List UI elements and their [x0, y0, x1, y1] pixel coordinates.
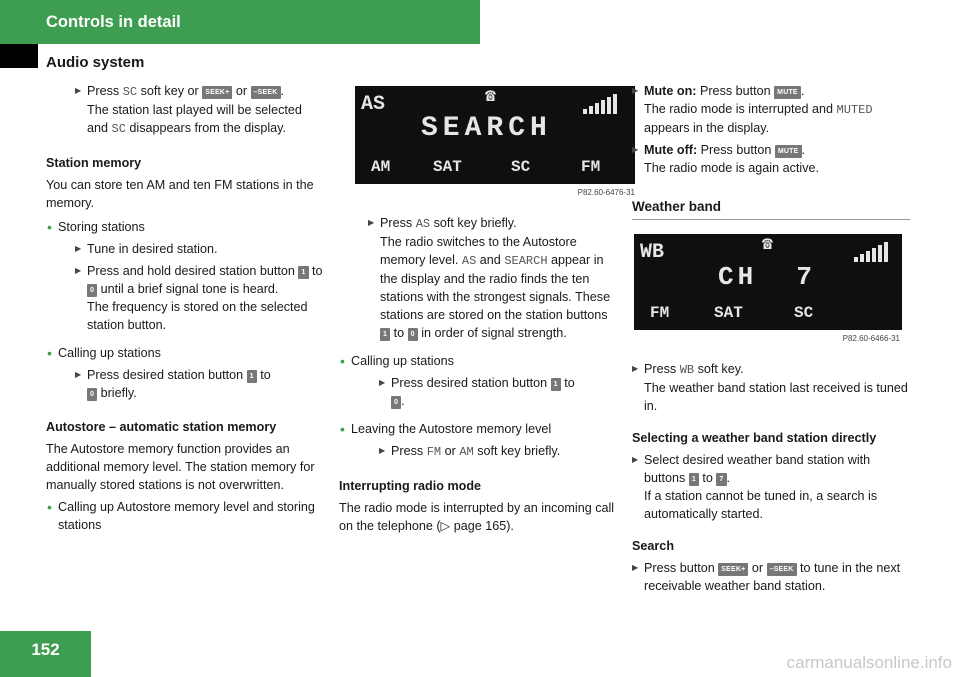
step-select-weather: ▶ Select desired weather band station with buttons 1 to 7 . If a station cannot be tuned in, a search is automatically started.	[632, 451, 910, 523]
seek-plus-key: SEEK+	[202, 86, 232, 99]
bullet-calling-autostore: • Calling up Autostore memory level and storing stations	[46, 498, 324, 534]
step-press-fm-am: ▶ Press FM or AM soft key briefly.	[379, 442, 617, 461]
step-press-wb: ▶ Press WB soft key. The weather band station last received is tuned in.	[632, 360, 910, 415]
step-press-as: ▶ Press AS soft key briefly. The radio switches to the Autostore memory level. AS and SEARCH appear in the display and the radio finds the ten stations with the strongest signals. These stations are stored on the station buttons 1 to 0 in order of signal strength.	[368, 214, 617, 342]
step-press-station-2: ▶ Press desired station button 1 to 0 .	[379, 374, 617, 410]
key-7: 7	[716, 473, 726, 486]
autostore-text: The Autostore memory function provides an additional memory level. The station memory for manually stored stations is not overwritten.	[46, 442, 315, 492]
figure-code: P82.60-6476-31	[577, 188, 635, 197]
column-2	[339, 82, 635, 535]
watermark: carmanualsonline.info	[786, 653, 952, 672]
interrupt-heading: Interrupting radio mode	[339, 479, 482, 493]
autostore-heading: Autostore – automatic station memory	[46, 420, 277, 434]
radio-display-weather: WB ☎ CH 7 FM SAT SC P82.60-6466-31	[632, 230, 904, 346]
station-memory-heading: Station memory	[46, 156, 142, 170]
phone-icon: ☎	[485, 87, 496, 107]
signal-strength-icon	[583, 92, 617, 114]
seek-minus-key: –SEEK	[251, 86, 281, 99]
key-0: 0	[87, 284, 97, 297]
chapter-title: Controls in detail	[46, 13, 181, 31]
page-number: 152	[31, 640, 60, 659]
bullet-calling: • Calling up stations	[46, 344, 324, 362]
column-1	[46, 82, 324, 534]
select-direct-heading: Selecting a weather band station directly	[632, 431, 877, 445]
header-tab-marker	[0, 44, 38, 68]
key-0: 0	[87, 388, 97, 401]
search-heading: Search	[632, 539, 675, 553]
bullet-storing: • Storing stations	[46, 218, 324, 236]
figure-code: P82.60-6466-31	[842, 334, 900, 343]
weather-band-heading: Weather band	[632, 197, 910, 220]
key-1: 1	[298, 266, 308, 279]
interrupt-text: The radio mode is interrupted by an incoming call on the telephone (▷ page 165).	[339, 501, 615, 533]
mute-key: MUTE	[774, 86, 801, 99]
station-memory-text: You can store ten AM and ten FM stations in the memory.	[46, 178, 314, 210]
step-press-sc: ▶ Press SC soft key or SEEK+ or –SEEK . The station last played will be selected and SC disappears from the display.	[75, 82, 324, 138]
radio-display-search: AS ☎ SEARCH AM SAT SC FM P82.60-6476-31	[351, 82, 639, 200]
key-1: 1	[247, 370, 257, 383]
step-tune: ▶ Tune in desired station.	[75, 240, 324, 258]
bullet-leaving: • Leaving the Autostore memory level	[339, 420, 617, 438]
column-3	[632, 82, 910, 595]
bullet-calling-2: • Calling up stations	[339, 352, 617, 370]
step-mute-off: ▶ Mute off: Press button MUTE . The radio mode is again active.	[632, 141, 910, 177]
step-search: ▶ Press button SEEK+ or –SEEK to tune in the next receivable weather band station.	[632, 559, 910, 595]
step-mute-on: ▶ Mute on: Press button MUTE . The radio mode is interrupted and MUTED appears in the display.	[632, 82, 910, 137]
mute-key: MUTE	[775, 145, 802, 158]
step-hold-button: ▶ Press and hold desired station button 1 to 0 until a brief signal tone is heard. The frequency is stored on the selected station button.	[75, 262, 324, 334]
signal-strength-icon	[854, 240, 888, 262]
step-press-station: ▶ Press desired station button 1 to 0 briefly.	[75, 366, 324, 402]
phone-icon: ☎	[762, 235, 773, 255]
section-title: Audio system	[46, 54, 145, 71]
